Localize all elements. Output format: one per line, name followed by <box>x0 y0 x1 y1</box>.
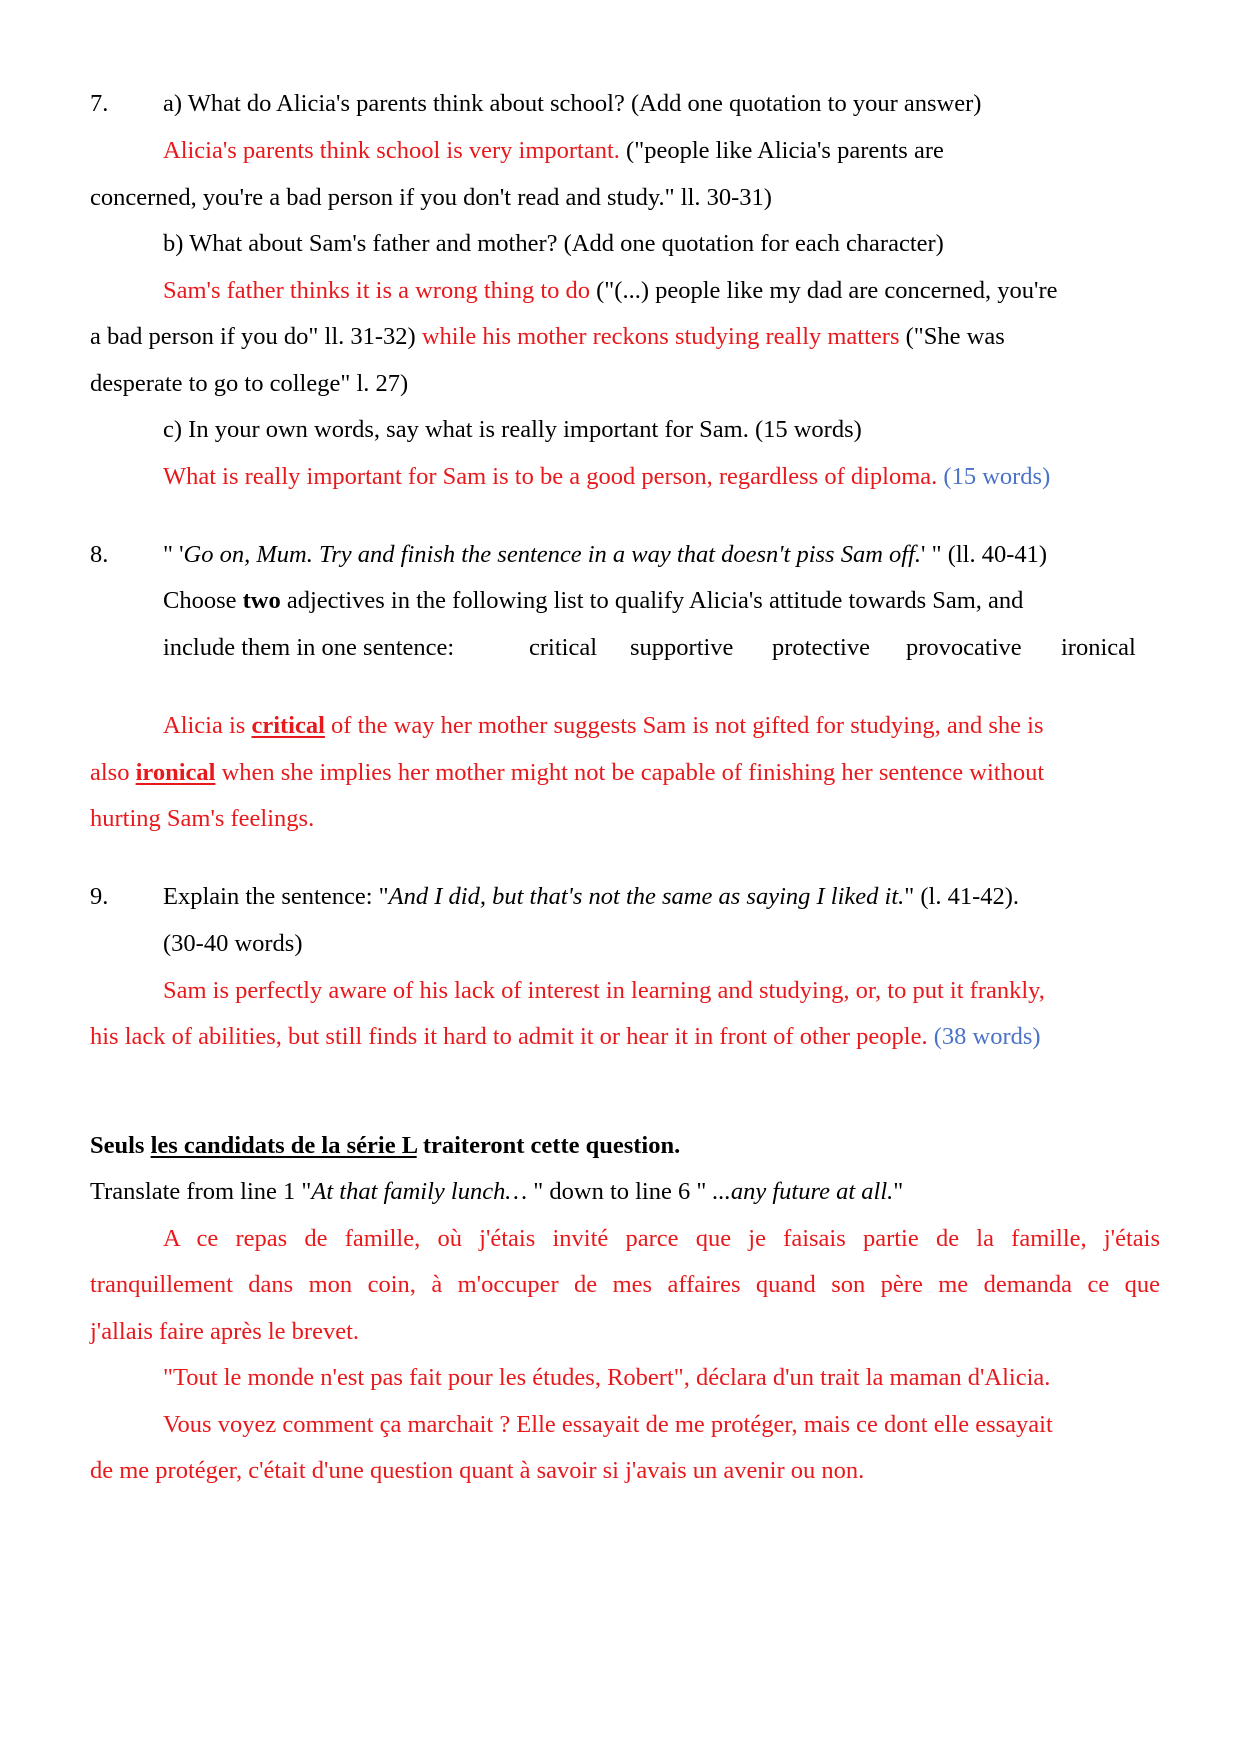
q8-answer-line-3: hurting Sam's feelings. <box>90 805 315 832</box>
q8-answer-mid: of the way her mother suggests Sam is not gifted for studying, and she is <box>324 712 1044 739</box>
q8-number: 8. <box>90 541 109 568</box>
q7-c-word-count: (15 words) <box>937 463 1051 490</box>
q9-answer-end: his lack of abilities, but still finds it hard to admit it or hear it in front of other people. <box>90 1023 928 1050</box>
q7-a-quote-end: concerned, you're a bad person if you don't read and study." ll. 30-31) <box>90 184 772 211</box>
translation-line-3: j'allais faire après le brevet. <box>90 1318 360 1345</box>
q9-answer-line-1: Sam is perfectly aware of his lack of interest in learning and studying, or, to put it frankly, <box>163 977 1045 1004</box>
q9-question-quote: And I did, but that's not the same as saying I liked it. <box>388 883 905 910</box>
translation-heading-end: traiteront cette question. <box>416 1132 681 1159</box>
q7-b-answer-father: Sam's father thinks it is a wrong thing to do <box>163 277 591 304</box>
q8-answer-line-1 <box>163 714 1044 739</box>
translation-from-quote: At that family lunch… <box>311 1178 528 1205</box>
q8-quote-open: " ' <box>163 541 184 568</box>
q8-include-text: include them in one sentence: <box>163 634 455 661</box>
q7-b-quote-father-end: a bad person if you do" ll. 31-32) <box>90 323 422 350</box>
q7-c-question: c) In your own words, say what is really important for Sam. (15 words) <box>163 416 862 443</box>
translation-line-2: tranquillement dans mon coin, à m'occuper de mes affaires quand son père me demanda ce que <box>90 1271 1160 1298</box>
q8-adjective: protective <box>772 634 870 661</box>
q9-word-count: (38 words) <box>927 1023 1041 1050</box>
translation-heading-underlined: les candidats de la série L <box>150 1132 417 1159</box>
translation-line-5: Vous voyez comment ça marchait ? Elle essayait de me protéger, mais ce dont elle essayait <box>163 1411 1053 1438</box>
q8-answer-ironical: ironical <box>135 759 216 786</box>
q7-a-answer-line <box>163 139 944 164</box>
q7-c-answer: What is really important for Sam is to be a good person, regardless of diploma. <box>163 463 938 490</box>
q8-choose-bold: two <box>242 587 281 614</box>
q8-answer-also: also <box>90 759 136 786</box>
q9-number: 9. <box>90 883 109 910</box>
q9-word-range: (30-40 words) <box>163 930 303 957</box>
q8-quote-line <box>163 543 1047 568</box>
q7-a-question: a) What do Alicia's parents think about school? (Add one quotation to your answer) <box>163 90 982 117</box>
q8-adjective: critical <box>529 634 598 661</box>
q7-b-quote-mother: ("She was <box>899 323 1005 350</box>
translation-to-quote: ...any future at all. <box>712 1178 894 1205</box>
translation-line-4: "Tout le monde n'est pas fait pour les études, Robert", déclara d'un trait la maman d'Alicia. <box>163 1364 1051 1391</box>
q8-adjective: ironical <box>1061 634 1136 661</box>
q7-b-answer-line-1 <box>163 279 1057 304</box>
translation-heading <box>90 1134 680 1159</box>
q7-b-answer-mother: while his mother reckons studying really matters <box>421 323 900 350</box>
q8-quote-close: ' " (ll. 40-41) <box>921 541 1048 568</box>
q9-answer-line-2 <box>90 1025 1041 1050</box>
translation-heading-start: Seuls <box>90 1132 151 1159</box>
q7-b-quote-mother-end: desperate to go to college" l. 27) <box>90 370 409 397</box>
translation-line-6: de me protéger, c'était d'une question quant à savoir si j'avais un avenir ou non. <box>90 1457 865 1484</box>
translation-line-1: A ce repas de famille, où j'étais invité parce que je faisais partie de la famille, j'étais <box>163 1225 1160 1252</box>
translation-instruction-c: " <box>893 1178 904 1205</box>
q8-answer-line-2 <box>90 761 1044 786</box>
q8-choose-line <box>163 589 1023 614</box>
q8-adjective: supportive <box>630 634 734 661</box>
q9-question-start: Explain the sentence: " <box>163 883 389 910</box>
q8-choose-end: adjectives in the following list to qualify Alicia's attitude towards Sam, and <box>280 587 1024 614</box>
translation-instruction <box>90 1180 903 1205</box>
q8-choose-start: Choose <box>163 587 243 614</box>
q8-adjective: provocative <box>906 634 1022 661</box>
translation-instruction-a: Translate from line 1 " <box>90 1178 312 1205</box>
translation-instruction-b: " down to line 6 " <box>527 1178 713 1205</box>
q7-b-question: b) What about Sam's father and mother? (Add one quotation for each character) <box>163 230 944 257</box>
q8-answer-start: Alicia is <box>163 712 252 739</box>
q8-answer-critical: critical <box>251 712 325 739</box>
q8-answer-rest: when she implies her mother might not be capable of finishing her sentence without <box>215 759 1045 786</box>
q7-c-answer-line <box>163 465 1050 490</box>
q8-quote-text: Go on, Mum. Try and finish the sentence in a way that doesn't piss Sam off. <box>183 541 922 568</box>
q7-a-answer: Alicia's parents think school is very important. <box>163 137 620 164</box>
q7-b-quote-father: ("(...) people like my dad are concerned, you're <box>590 277 1058 304</box>
q9-question-line <box>163 885 1019 910</box>
q7-a-quote-start: ("people like Alicia's parents are <box>619 137 944 164</box>
q7-b-answer-line-2 <box>90 325 1005 350</box>
q7-number: 7. <box>90 90 109 117</box>
q9-question-end: " (l. 41-42). <box>904 883 1020 910</box>
